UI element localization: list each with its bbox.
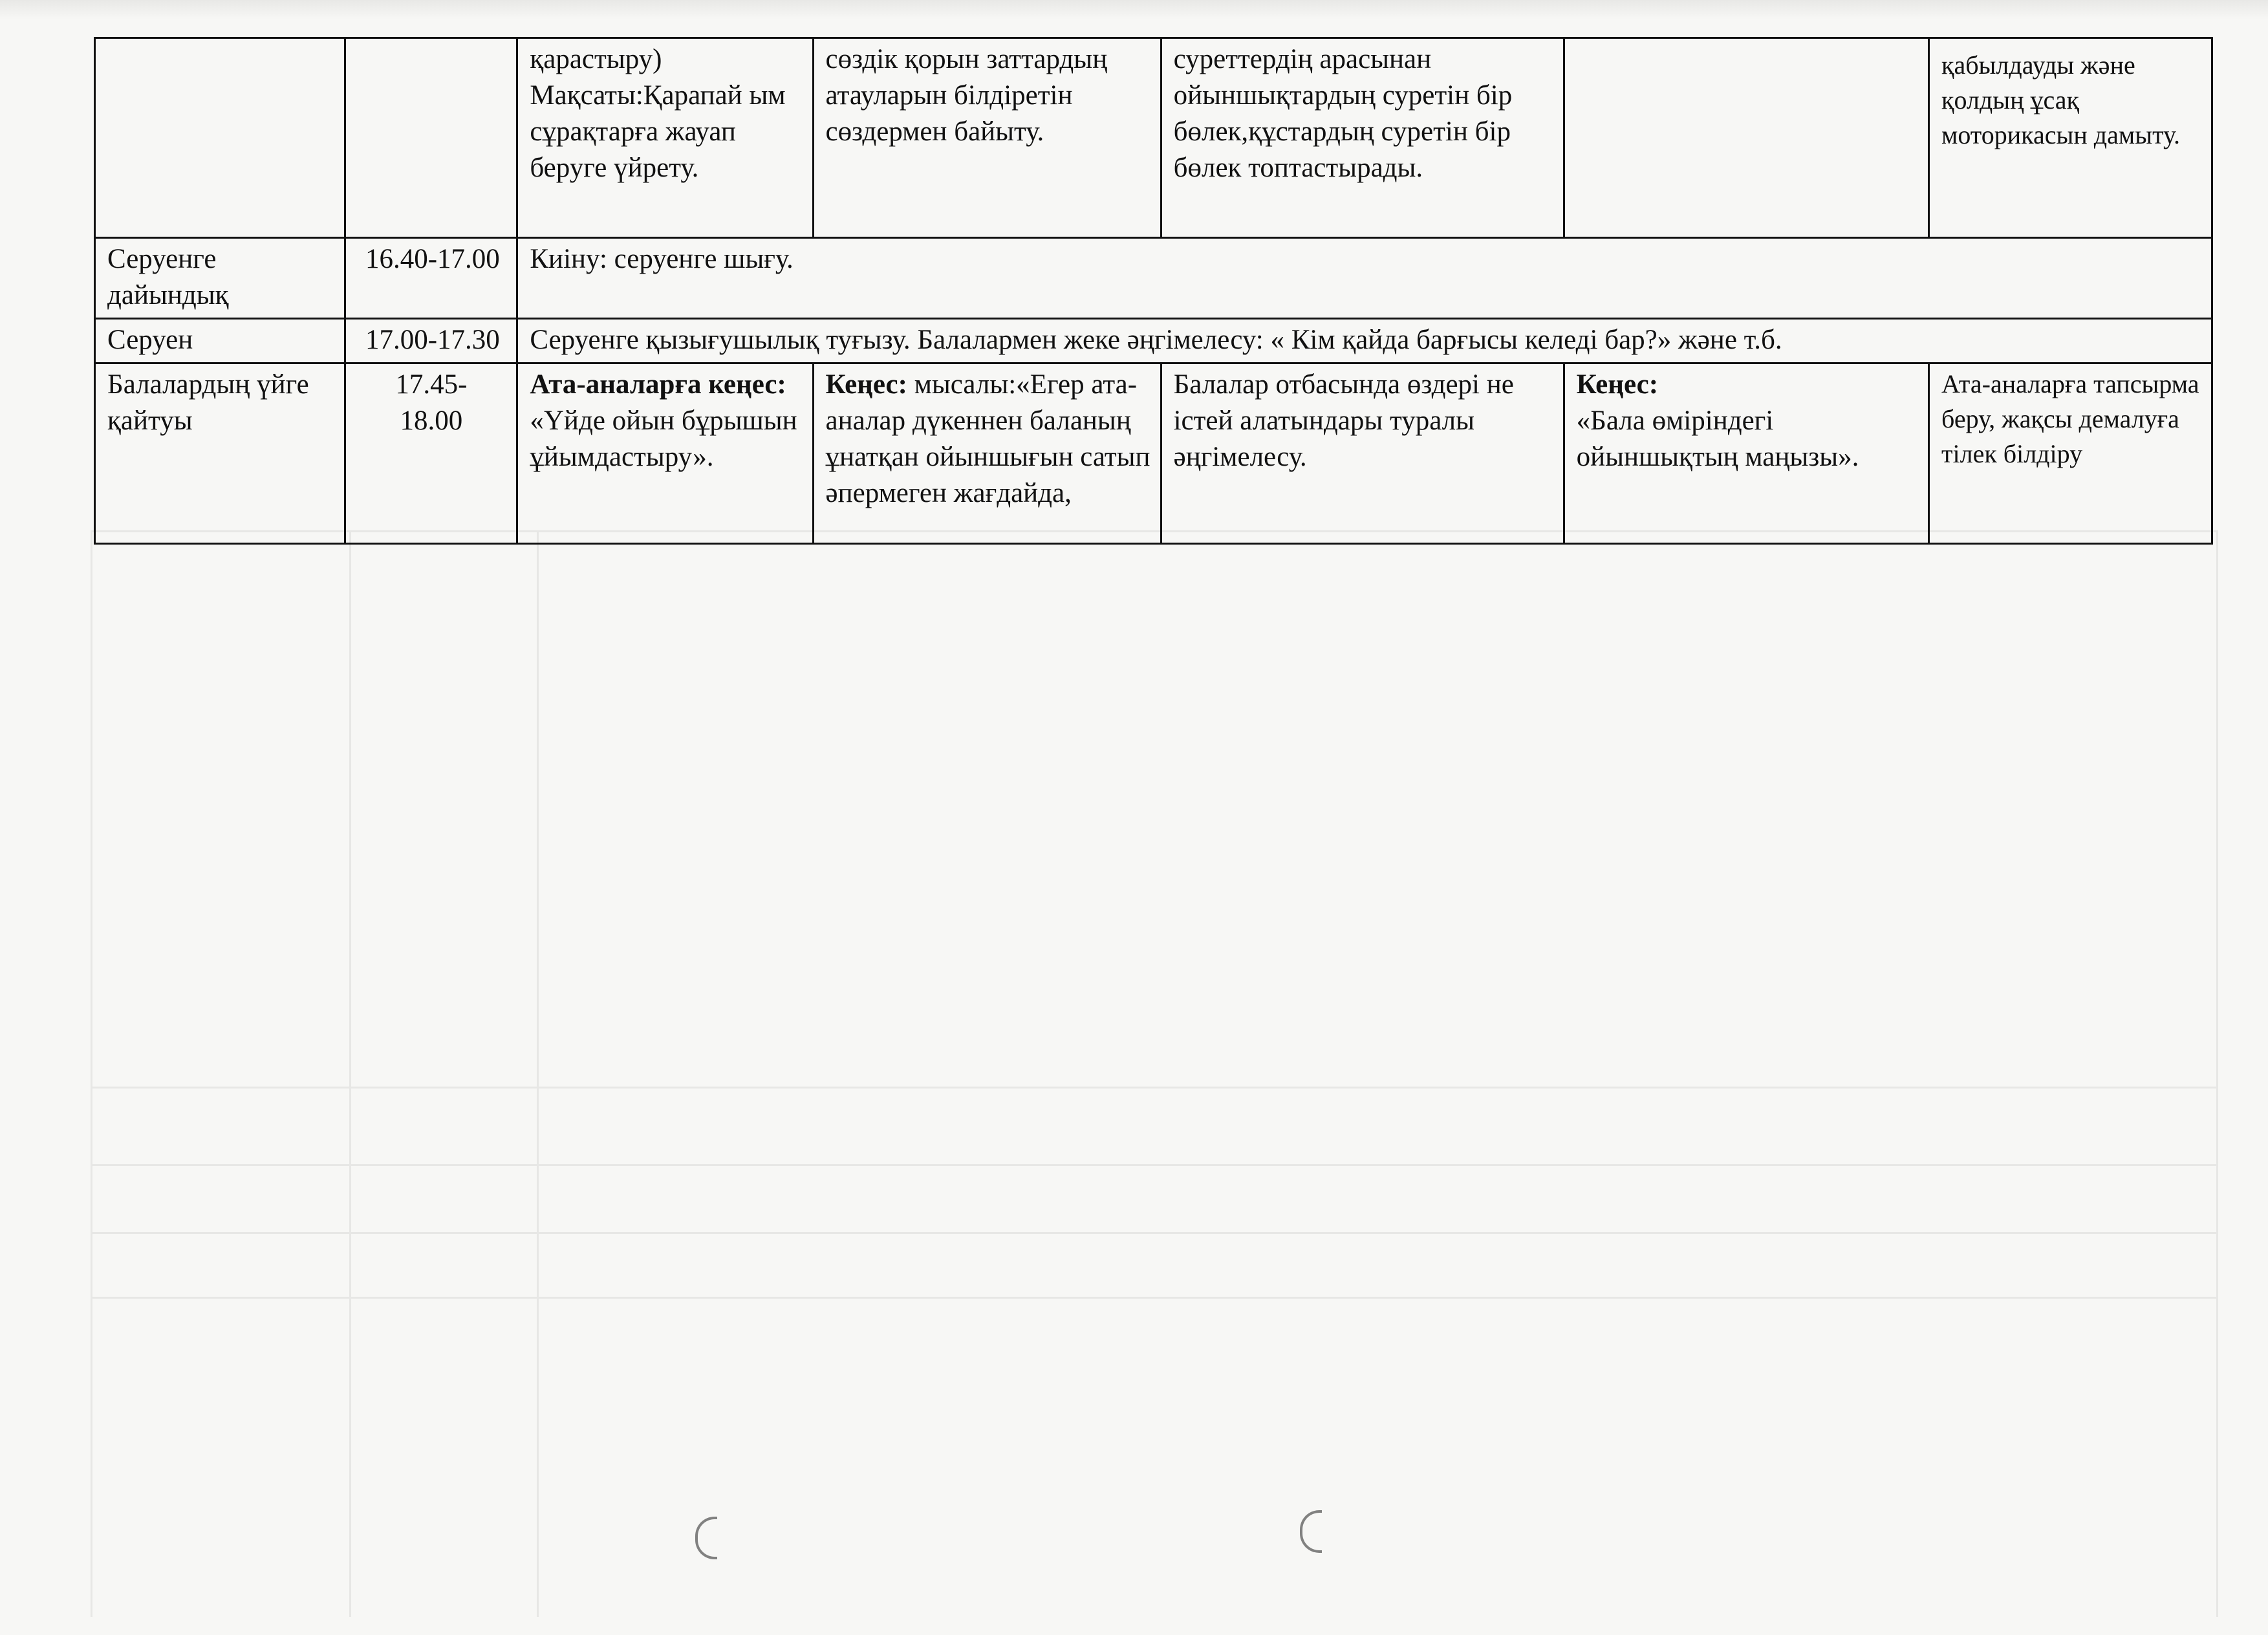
daily-plan-table bbox=[94, 37, 2213, 545]
cell-text: қабылдауды және қолдың ұсақ моторикасын дамыту. bbox=[1941, 50, 2181, 149]
cell-monday bbox=[517, 363, 813, 544]
table-row-walk bbox=[95, 319, 2212, 363]
row-label bbox=[95, 238, 345, 319]
reverse-side-bleed bbox=[91, 530, 2218, 1617]
cell-friday bbox=[1929, 38, 2212, 238]
advice-heading: Ата-аналарға кеңес: bbox=[530, 369, 786, 400]
cell-text: «Бала өміріндегі ойыншықтың маңызы». bbox=[1576, 406, 1859, 472]
row-content-text: Киіну: серуенге шығу. bbox=[530, 244, 794, 274]
cell-text: мысалы:«Егер ата-аналар дүкеннен баланың ұнатқан ойыншығын сатып әпермеген жағдайда, bbox=[825, 369, 1150, 508]
row-label-text: Серуенге дайындық bbox=[107, 244, 229, 310]
row-time bbox=[345, 238, 517, 319]
row-label bbox=[95, 363, 345, 544]
row-content bbox=[517, 319, 2212, 363]
row-label-text: Балалардың үйге қайтуы bbox=[107, 369, 309, 436]
cell-wednesday bbox=[1161, 363, 1564, 544]
cell-thursday bbox=[1564, 363, 1928, 544]
cell-thursday-empty bbox=[1564, 38, 1928, 238]
row-time-text: 17.45-18.00 bbox=[395, 369, 468, 436]
scan-mark-left bbox=[695, 1517, 717, 1559]
row-time-text: 17.00-17.30 bbox=[365, 325, 500, 355]
row-time bbox=[345, 363, 517, 544]
cell-wednesday bbox=[1161, 38, 1564, 238]
row-content bbox=[517, 238, 2212, 319]
advice-heading: Кеңес: bbox=[825, 369, 907, 400]
row-time-text: 16.40-17.00 bbox=[365, 244, 500, 274]
cell-empty-label bbox=[95, 38, 345, 238]
row-time bbox=[345, 319, 517, 363]
table-row-activity-continuation bbox=[95, 38, 2212, 238]
cell-tuesday bbox=[813, 363, 1161, 544]
table-row-going-home bbox=[95, 363, 2212, 544]
scan-edge bbox=[0, 0, 2268, 19]
cell-friday bbox=[1929, 363, 2212, 544]
scan-mark-right bbox=[1300, 1510, 1322, 1553]
cell-text: сөздік қорын заттардың атауларын білдіретін сөздермен байыту. bbox=[825, 44, 1108, 147]
cell-text: Ата-аналарға тапсырма беру, жақсы демалуға тілек білдіру bbox=[1941, 369, 2199, 468]
cell-monday bbox=[517, 38, 813, 238]
advice-heading: Кеңес: bbox=[1576, 369, 1659, 400]
cell-text: суреттердің арасынан ойыншықтардың суретін бір бөлек,құстардың суретін бір бөлек топтастырады. bbox=[1173, 44, 1513, 183]
cell-text: қарастыру) Мақсаты:Қарапай ым сұрақтарға жауап беруге үйрету. bbox=[530, 44, 786, 183]
cell-text: «Үйде ойын бұрышын ұйымдастыру». bbox=[530, 406, 797, 472]
row-label-text: Серуен bbox=[107, 325, 193, 355]
cell-tuesday bbox=[813, 38, 1161, 238]
table-row-walk-preparation bbox=[95, 238, 2212, 319]
row-label bbox=[95, 319, 345, 363]
cell-empty-time bbox=[345, 38, 517, 238]
row-content-text: Серуенге қызығушылық туғызу. Балалармен жеке әңгімелесу: « Кім қайда барғысы келеді бар?» және т.б. bbox=[530, 325, 1782, 355]
cell-text: Балалар отбасында өздері не істей алатындары туралы әңгімелесу. bbox=[1173, 369, 1514, 472]
